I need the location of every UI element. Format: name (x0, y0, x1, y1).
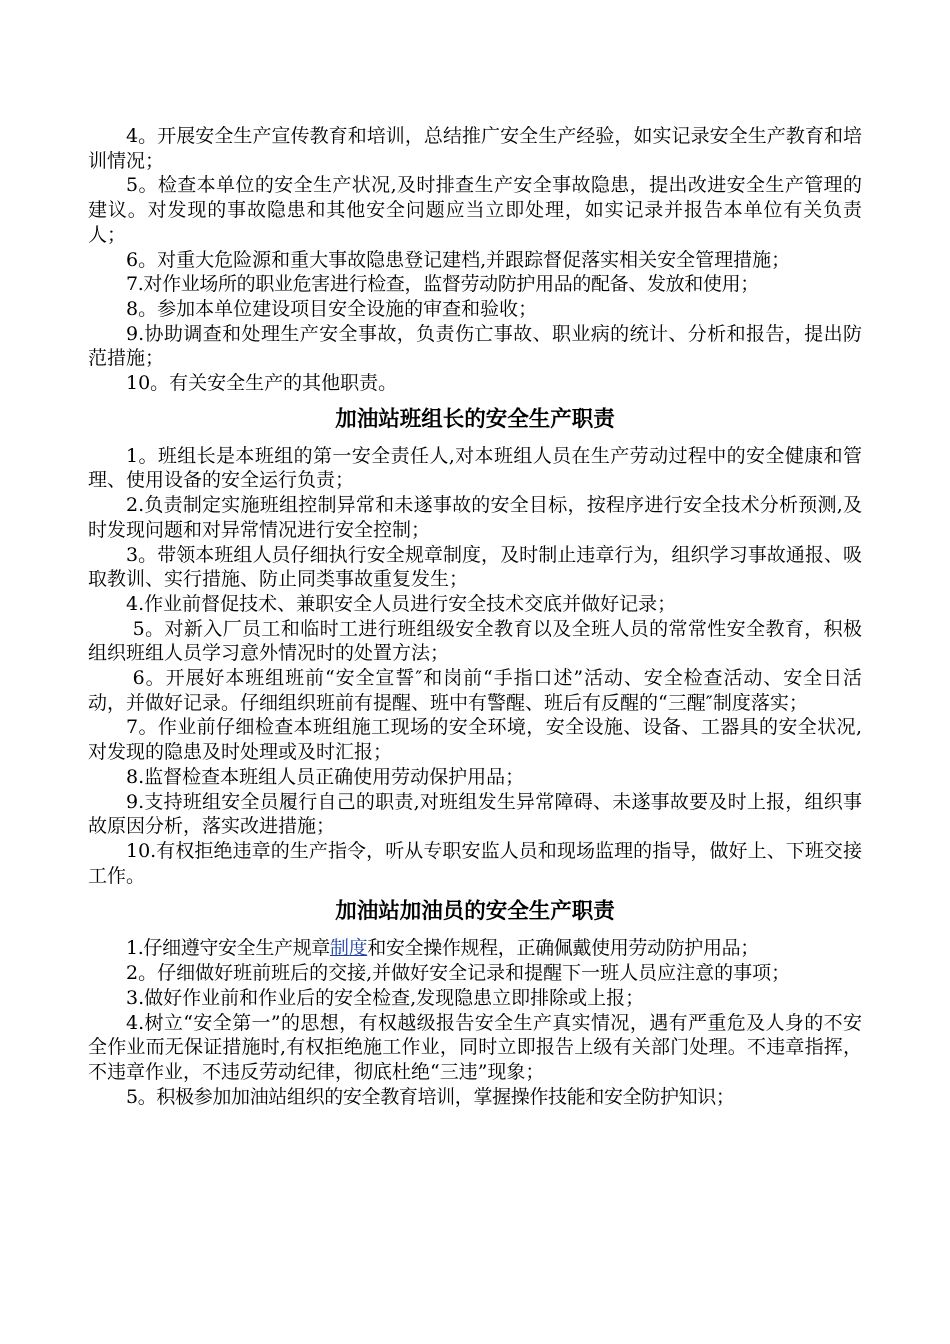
team-leader-item-9: 9.支持班组安全员履行自己的职责,对班组发生异常障碍、未遂事故要及时上报，组织事故原因分析，落实改进措施； (88, 790, 862, 838)
team-leader-item-8: 8.监督检查本班组人员正确使用劳动保护用品； (126, 765, 525, 788)
team-leader-item-4: 4.作业前督促技术、兼职安全人员进行安全技术交底并做好记录； (126, 592, 677, 615)
team-leader-section-title: 加油站班组长的安全生产职责 (335, 406, 615, 432)
intro-item-9: 9.协助调查和处理生产安全事故，负责伤亡事故、职业病的统计、分析和报告，提出防范措施； (88, 322, 862, 370)
intro-item-10: 10。有关安全生产的其他职责。 (126, 372, 398, 395)
attendant-item-4: 4.树立“安全第一”的思想，有权越级报告安全生产真实情况，遇有严重危及人身的不安全作业而无保证措施时,有权拒绝施工作业，同时立即报告上级有关部门处理。不违章指挥，不违章作业，不违反劳动纪律，彻底杜绝“三违”现象； (88, 1011, 862, 1083)
intro-item-5: 5。检查本单位的安全生产状况,及时排查生产安全事故隐患，提出改进安全生产管理的建议。对发现的事故隐患和其他安全问题应当立即处理，如实记录并报告本单位有关负责人； (88, 174, 862, 246)
team-leader-item-5: 5。对新入厂员工和临时工进行班组级安全教育以及全班人员的常常性安全教育，积极组织班组人员学习意外情况时的处置方法； (88, 617, 862, 665)
intro-item-4: 4。开展安全生产宣传教育和培训，总结推广安全生产经验，如实记录安全生产教育和培训情况； (88, 125, 862, 172)
attendant-item-1-text-after: 和安全操作规程，正确佩戴使用劳动防护用品； (367, 937, 759, 960)
intro-item-8: 8。参加本单位建设项目安全设施的审查和验收； (126, 297, 538, 320)
regulation-link[interactable]: 制度 (329, 937, 368, 960)
attendant-item-2: 2。仔细做好班前班后的交接,并做好安全记录和提醒下一班人员应注意的事项； (126, 962, 791, 985)
team-leader-item-2: 2.负责制定实施班组控制异常和未遂事故的安全目标，按程序进行安全技术分析预测,及时发现问题和对异常情况进行安全控制； (88, 494, 862, 541)
attendant-item-1 (88, 936, 862, 961)
intro-item-6: 6。对重大危险源和重大事故隐患登记建档,并跟踪督促落实相关安全管理措施； (126, 248, 791, 271)
intro-item-7: 7.对作业场所的职业危害进行检查，监督劳动防护用品的配备、发放和使用； (126, 273, 759, 296)
attendant-item-3: 3.做好作业前和作业后的安全检查,发现隐患立即排除或上报； (126, 986, 645, 1009)
document-page (88, 124, 862, 1109)
team-leader-item-10: 10.有权拒绝违章的生产指令，听从专职安监人员和现场监理的指导，做好上、下班交接工作。 (88, 839, 862, 887)
attendant-item-5: 5。积极参加加油站组织的安全教育培训，掌握操作技能和安全防护知识； (126, 1085, 735, 1108)
team-leader-item-3: 3。带领本班组人员仔细执行安全规章制度，及时制止违章行为，组织学习事故通报、吸取教训、实行措施、防止同类事故重复发生； (88, 543, 862, 591)
attendant-section-title: 加油站加油员的安全生产职责 (335, 899, 615, 925)
team-leader-item-6: 6。开展好本班组班前“安全宣誓″和岗前“手指口述”活动、安全检查活动、安全日活动，并做好记录。仔细组织班前有提醒、班中有警醒、班后有反醒的“三醒″制度落实； (88, 667, 862, 714)
team-leader-item-1: 1。班组长是本班组的第一安全责任人,对本班组人员在生产劳动过程中的安全健康和管理、使用设备的安全运行负责； (88, 444, 862, 492)
attendant-item-1-text-before: 1.仔细遵守安全生产规章 (126, 937, 330, 960)
team-leader-item-7: 7。作业前仔细检查本班组施工现场的安全环境，安全设施、设备、工器具的安全状况,对发现的隐患及时处理或及时汇报； (88, 716, 862, 764)
